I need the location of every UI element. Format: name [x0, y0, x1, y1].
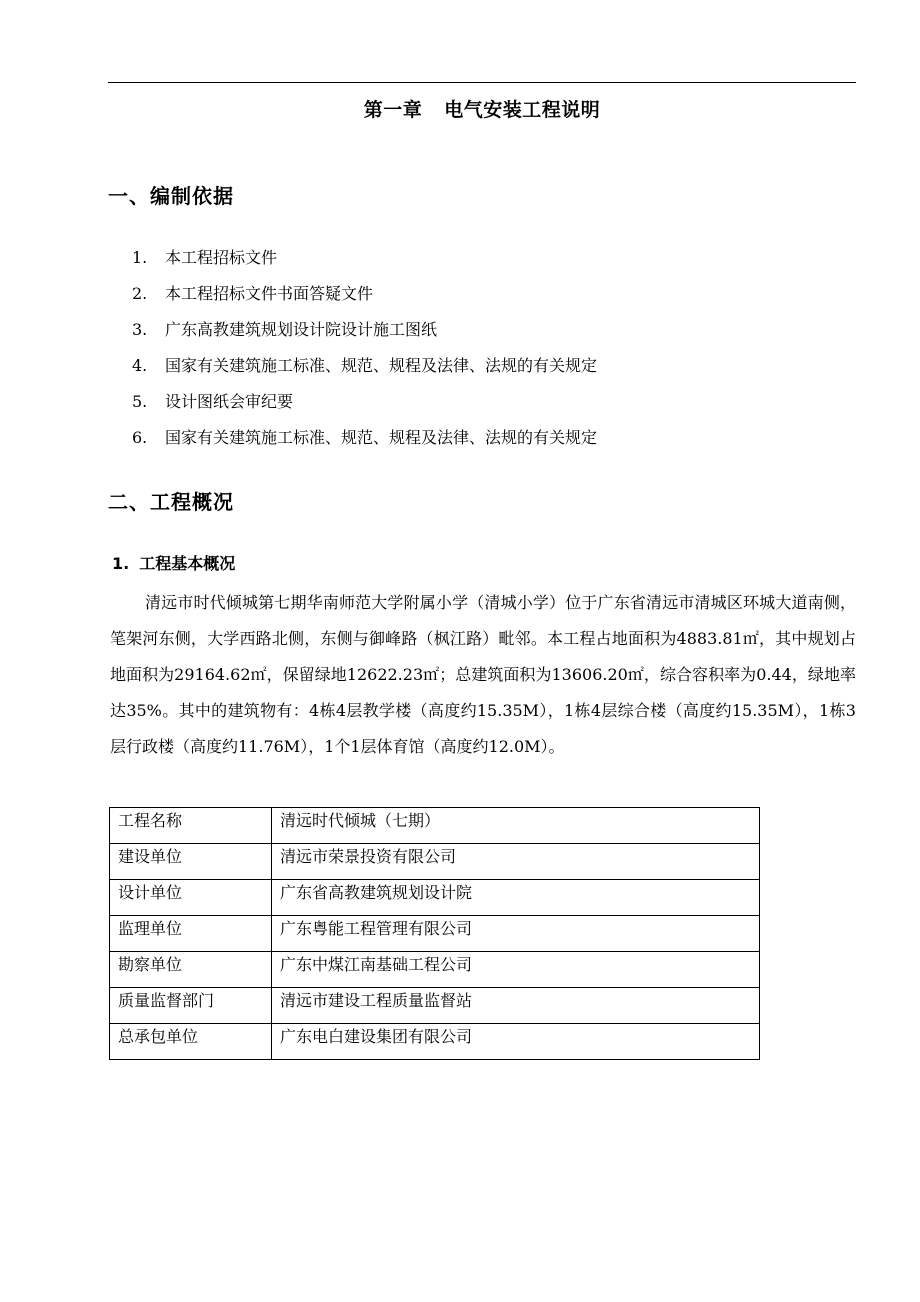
chapter-title [108, 96, 856, 124]
subsection-heading [112, 550, 235, 578]
table-label-cell: 设计单位 [110, 880, 272, 916]
table-row [110, 844, 760, 880]
overview-paragraph: 清远市时代倾城第七期华南师范大学附属小学（清城小学）位于广东省清远市清城区环城大道南侧，笔架河东侧，大学西路北侧，东侧与御峰路（枫江路）毗邻。本工程占地面积为4883.81㎡，其中规划占地面积为29164.62㎡，保留绿地12622.23㎡；总建筑面积为13606.20㎡，综合容积率为0.44，绿地率达35%。其中的建筑物有：4栋4层教学楼（高度约15.35M），1栋4层综合楼（高度约15.35M），1栋3层行政楼（高度约11.76M），1个1层体育馆（高度约12.0M）。 [110, 593, 856, 756]
table-row [110, 988, 760, 1024]
table-value-cell: 清远时代倾城（七期） [272, 808, 760, 844]
project-info-table [109, 807, 760, 1060]
table-row [110, 808, 760, 844]
list-item-text: 本工程招标文件 [165, 248, 278, 267]
chapter-name: 电气安装工程说明 [444, 99, 601, 121]
table-value-cell: 广东中煤江南基础工程公司 [272, 952, 760, 988]
list-item [132, 244, 597, 280]
subsection-title: 工程基本概况 [139, 554, 236, 573]
list-item-text: 国家有关建筑施工标准、规范、规程及法律、法规的有关规定 [165, 356, 598, 375]
table-label-cell: 总承包单位 [110, 1024, 272, 1060]
list-item [132, 280, 597, 316]
table-label-cell: 质量监督部门 [110, 988, 272, 1024]
list-item-text: 广东高教建筑规划设计院设计施工图纸 [165, 320, 438, 339]
list-item-number: 6. [132, 428, 148, 447]
subsection-number: 1. [112, 554, 130, 573]
list-item [132, 388, 597, 424]
table-row [110, 916, 760, 952]
table-label-cell: 监理单位 [110, 916, 272, 952]
list-item-text: 国家有关建筑施工标准、规范、规程及法律、法规的有关规定 [165, 428, 598, 447]
table-label-cell: 建设单位 [110, 844, 272, 880]
table-row [110, 1024, 760, 1060]
table-value-cell: 清远市建设工程质量监督站 [272, 988, 760, 1024]
list-item-text: 本工程招标文件书面答疑文件 [165, 284, 374, 303]
section-heading-basis: 一、编制依据 [108, 184, 234, 208]
table-value-cell: 清远市荣景投资有限公司 [272, 844, 760, 880]
list-item [132, 424, 597, 460]
list-item-text: 设计图纸会审纪要 [165, 392, 294, 411]
table-label-cell: 工程名称 [110, 808, 272, 844]
list-item-number: 4. [132, 356, 148, 375]
table-row [110, 880, 760, 916]
list-item-number: 2. [132, 284, 148, 303]
list-item [132, 352, 597, 388]
table-value-cell: 广东电白建设集团有限公司 [272, 1024, 760, 1060]
section-heading-overview: 二、工程概况 [108, 490, 234, 514]
table-row [110, 952, 760, 988]
list-item-number: 1. [132, 248, 148, 267]
list-item [132, 316, 597, 352]
header-rule [108, 82, 856, 83]
list-item-number: 5. [132, 392, 148, 411]
table-value-cell: 广东省高教建筑规划设计院 [272, 880, 760, 916]
basis-list [132, 244, 597, 460]
table-label-cell: 勘察单位 [110, 952, 272, 988]
table-value-cell: 广东粤能工程管理有限公司 [272, 916, 760, 952]
chapter-number: 第一章 [363, 99, 423, 121]
list-item-number: 3. [132, 320, 148, 339]
